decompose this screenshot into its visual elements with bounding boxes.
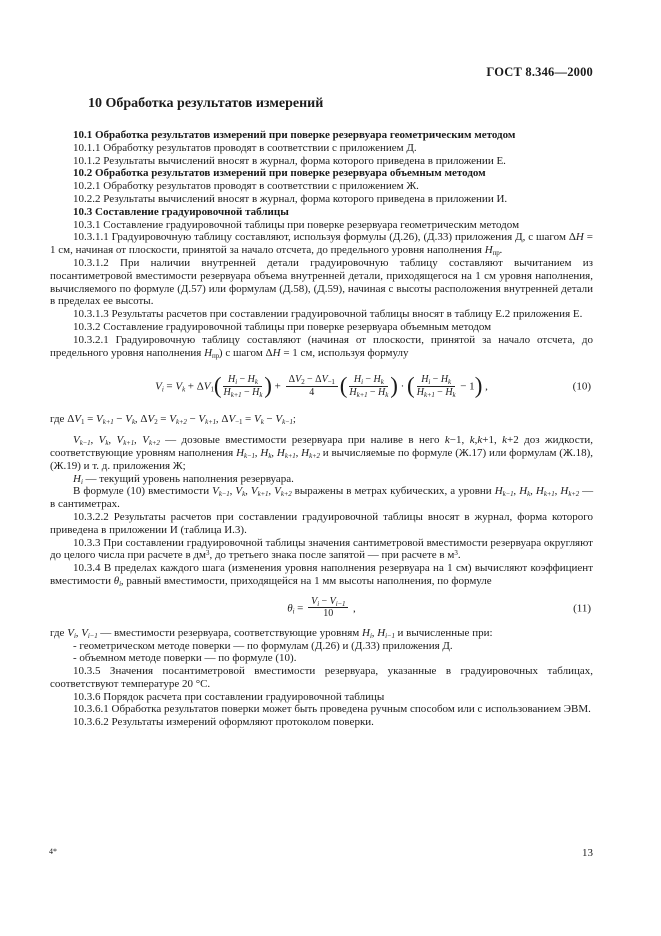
subscript: k+2 xyxy=(175,418,187,427)
document-code: ГОСТ 8.346—2000 xyxy=(486,65,593,79)
math-variable: k xyxy=(469,434,475,447)
subscript: k xyxy=(385,390,389,399)
math-variable: V xyxy=(253,413,261,426)
equation-number: (10) xyxy=(572,380,591,393)
fraction-denominator: 10 xyxy=(323,608,334,620)
subscript: 2 xyxy=(301,378,305,387)
math-variable: V xyxy=(81,626,88,639)
fraction-denominator: 4 xyxy=(309,386,315,398)
paragraph: 10.1 Обработка результатов измерений при поверке резервуара геометрическим методом xyxy=(73,129,516,141)
math-variable: H xyxy=(260,446,269,459)
paragraph: 10.3.1 Составление градуировочной таблицы при поверке резервуара геометрическим методом xyxy=(73,218,520,231)
math-variable: H xyxy=(247,374,255,386)
subscript: k−1 xyxy=(502,490,514,499)
subscript: i xyxy=(292,607,295,616)
math-variable: V xyxy=(175,380,183,393)
math-variable: H xyxy=(535,485,544,498)
subscript: i xyxy=(161,385,164,394)
paragraph: 10.3.6.2 Результаты измерений оформляют протоколом поверки. xyxy=(73,716,374,729)
fraction-denominator: $H_{k+1} - H_k$ xyxy=(416,386,456,399)
math-variable: V xyxy=(116,434,124,447)
math-variable: H xyxy=(73,472,81,485)
subscript: k−1 xyxy=(218,490,230,499)
paragraph: 10.3.1.1 Градуировочную таблицу составляют, используя формулы (Д.26), (Д.33) приложения Д, с шагом ΔH = 1 см, начиная от плоскости, принятой за начало отсчета, до предельного уровня наполнения $H_{пр}$. xyxy=(50,231,593,258)
equation-body: $\theta_i$ = $\frac{V_i - V_{i-1}}{10}$ , xyxy=(287,595,356,620)
subscript: k xyxy=(131,418,135,427)
fraction-numerator: $H_i - H_k$ xyxy=(417,374,456,387)
fraction xyxy=(286,374,338,398)
math-variable: V xyxy=(155,380,162,393)
paragraph: - геометрическом методе поверки — по формулам (Д.26) и (Д.33) приложения Д. xyxy=(73,639,453,652)
math-variable: V xyxy=(96,413,103,426)
paragraph: 10.2.1 Обработку результатов проводят в соответствии с приложением Ж. xyxy=(73,180,419,193)
fraction-numerator: $H_i - H_k$ xyxy=(349,374,388,387)
fraction xyxy=(223,374,262,398)
math-variable: H xyxy=(223,386,231,398)
subscript: k+1 xyxy=(230,390,242,399)
math-variable: H xyxy=(519,485,528,498)
subscript: i xyxy=(361,378,363,387)
paragraph: 10.3.3 При составлении градуировочной таблицы значения сантиметровой вместимости резервуара округляют до целого числа при расчете в $дм^3$, до третьего знака после запятой — при расчете в $м^3$. xyxy=(50,536,593,562)
subscript: пр xyxy=(212,351,219,360)
paragraph: 10.3.2.2 Результаты расчетов при составлении градуировочной таблицы вносят в журнал, форма которого приведена в приложении И (таблица И.3). xyxy=(50,510,593,536)
fraction xyxy=(417,374,456,398)
math-variable: V xyxy=(142,434,149,447)
subscript: 2 xyxy=(154,418,158,427)
math-variable: V xyxy=(98,434,106,447)
paragraph: где $V_i$, $V_{i-1}$ — вместимости резервуара, соответствующие уровням $H_i$, $H_{i-1}$ и вычисленные при: xyxy=(50,626,493,640)
subscript: k xyxy=(452,390,456,399)
page-number: 13 xyxy=(582,847,593,859)
fraction-numerator: $V_i - V_{i-1}$ xyxy=(308,596,348,609)
subscript: k+2 xyxy=(309,451,320,460)
math-variable: V xyxy=(228,413,236,426)
equation xyxy=(50,597,593,621)
subscript: i xyxy=(235,378,237,387)
page-footer xyxy=(49,847,593,859)
math-variable: H xyxy=(484,244,493,257)
superscript: 3 xyxy=(454,549,458,558)
math-variable: H xyxy=(252,386,260,398)
paragraph: 10.3.2.1 Градуировочную таблицу составляют (начиная от плоскости, принятой за начало отсчета, до предельного уровня наполнения $H_{пр}$) с шагом ΔH = 1 см, используя формулу xyxy=(50,333,593,360)
math-variable: V xyxy=(212,485,219,498)
subscript: −1 xyxy=(327,378,335,387)
subscript: i−1 xyxy=(335,599,346,608)
subscript: k+1 xyxy=(284,451,296,460)
math-variable: V xyxy=(329,595,336,607)
math-variable: θ xyxy=(113,574,120,587)
paragraph: 10.2 Обработка результатов измерений при поверке резервуара объемным методом xyxy=(73,167,486,180)
subscript: k xyxy=(182,385,185,394)
subscript: k−1 xyxy=(244,451,255,460)
paragraph: 10.3.5 Значения посантиметровой вместимости резервуара, указанные в градуировочных таблицах, соответствуют температуре 20 °С. xyxy=(50,665,593,690)
subscript: k xyxy=(260,418,264,427)
math-variable: V xyxy=(250,485,258,498)
paragraph: 10.3 Составление градуировочной таблицы xyxy=(73,205,289,218)
subscript: k xyxy=(380,378,384,387)
math-variable: H xyxy=(272,346,281,359)
subscript: k xyxy=(254,378,258,387)
subscript: k+1 xyxy=(257,490,269,499)
subscript: i xyxy=(428,378,431,387)
subscript: k−1 xyxy=(79,439,91,448)
math-variable: H xyxy=(416,386,424,398)
math-variable: V xyxy=(169,413,176,426)
math-variable: H xyxy=(353,374,362,386)
paragraph: 10.2.2 Результаты вычислений вносят в журнал, форма которого приведена в приложении И. xyxy=(73,192,508,205)
equation-body: $V_i = V_k + \Delta V_1$( $\frac{H_i - H_k}{H_{k+1} - H_k}$ ) + $\frac{\Delta V_2 - \Delta V_{-1}}{4}$ ( $\frac{H_i - H_k}{H_{k+1} - H_k}$ ) · ( $\frac{H_i - H_k}{H_{k+1} - H_k}$ − 1) , xyxy=(155,373,488,399)
math-variable: H xyxy=(494,485,503,498)
math-variable: k xyxy=(477,434,483,447)
subscript: i xyxy=(119,579,121,588)
print-signature-mark: 4* xyxy=(49,847,57,856)
subscript: k+2 xyxy=(280,490,292,499)
subscript: k+1 xyxy=(356,390,368,399)
paragraph: 10.1.2 Результаты вычислений вносят в журнал, форма которого приведена в приложении Е. xyxy=(73,154,506,167)
math-variable: V xyxy=(275,413,283,426)
math-variable: k xyxy=(502,434,508,447)
big-paren: ) xyxy=(474,373,483,399)
big-paren: ) xyxy=(390,373,398,399)
math-variable: V xyxy=(125,413,132,426)
math-variable: H xyxy=(440,374,449,386)
paragraphs-container xyxy=(50,129,593,729)
big-paren: ( xyxy=(213,373,222,399)
section-heading: 10 Обработка результатов измерений xyxy=(88,96,324,111)
math-variable: H xyxy=(227,374,236,386)
math-variable: H xyxy=(373,374,381,386)
subscript: i xyxy=(317,599,319,608)
paragraph: 10.3.2 Составление градуировочной таблицы при поверке резервуара объемным методом xyxy=(73,320,492,333)
equation-number: (11) xyxy=(573,602,591,615)
math-variable: V xyxy=(321,374,328,386)
paragraph: 10.3.6 Порядок расчета при составлении градуировочной таблицы xyxy=(73,690,385,703)
paragraph: $H_i$ — текущий уровень наполнения резервуара. xyxy=(73,472,294,486)
subscript: k+1 xyxy=(423,390,435,399)
subscript: 1 xyxy=(81,418,85,427)
subscript: i−1 xyxy=(385,631,395,640)
subscript: k+1 xyxy=(123,439,134,448)
math-variable: V xyxy=(73,434,80,447)
paragraph: $V_{k-1}$, $V_k$, $V_{k+1}$, $V_{k+2}$ — дозовые вместимости резервуара при наливе в него k−1, k,k+1, k+2 доз жидкости, соответствующие уровням наполнения $H_{k-1}$, $H_k$, $H_{k+1}$, $H_{k+2}$ и вычисляемые по формуле (Ж.17) или формулам (Ж.18), (Ж.19) и т. д. приложения Ж; xyxy=(50,434,594,472)
math-variable: H xyxy=(445,386,453,398)
math-variable: H xyxy=(204,346,213,359)
paragraph: 10.3.4 В пределах каждого шага (изменения уровня наполнения резервуара на 1 см) вычисляют коэффициент вместимости $\theta_i$, равный вместимости, приходящейся на 1 мм высоты наполнения, по формуле xyxy=(50,562,593,588)
subscript: i−1 xyxy=(87,631,98,640)
math-variable: θ xyxy=(287,602,293,615)
subscript: k+1 xyxy=(205,418,216,427)
math-variable: H xyxy=(236,446,245,459)
paragraph: 10.3.6.1 Обработка результатов поверки может быть проведена ручным способом или с использованием ЭВМ. xyxy=(73,703,591,716)
math-variable: k xyxy=(444,434,450,447)
math-variable: V xyxy=(235,485,243,498)
math-variable: V xyxy=(147,413,155,426)
math-variable: H xyxy=(362,626,370,639)
paragraph: где $\Delta V_1 = V_{k+1} - V_k$, $\Delta V_2 = V_{k+2} - V_{k+1}$, $\Delta V_{-1} = V_k - V_{k-1}$; xyxy=(50,413,296,427)
document-body xyxy=(50,96,593,729)
big-paren: ) xyxy=(264,373,272,399)
math-variable: V xyxy=(311,595,318,607)
math-variable: H xyxy=(575,231,584,244)
subscript: k xyxy=(259,390,263,399)
math-variable: H xyxy=(378,386,386,398)
subscript: пр xyxy=(492,249,500,258)
math-variable: H xyxy=(276,446,285,459)
subscript: k−1 xyxy=(282,418,293,427)
math-variable: V xyxy=(74,413,82,426)
big-paren: ( xyxy=(339,373,348,399)
subscript: k xyxy=(105,439,109,448)
math-variable: H xyxy=(560,485,569,498)
subscript: k+2 xyxy=(568,490,580,499)
subscript: k xyxy=(242,490,246,499)
fraction xyxy=(308,596,348,620)
math-variable: H xyxy=(421,374,429,386)
subscript: k xyxy=(448,378,451,387)
subscript: i xyxy=(80,477,83,486)
paragraph: 10.1.1 Обработку результатов проводят в соответствии с приложением Д. xyxy=(73,141,417,154)
math-variable: V xyxy=(295,374,302,386)
superscript: 3 xyxy=(205,549,210,558)
big-paren: ( xyxy=(407,373,415,399)
paragraph: В формуле (10) вместимости $V_{k-1}$, $V_k$, $V_{k+1}$, $V_{k+2}$ выражены в метрах кубических, а уровни $H_{k-1}$, $H_k$, $H_{k+1}$, $H_{k+2}$ — в сантиметрах. xyxy=(50,485,594,511)
subscript: k+1 xyxy=(543,490,555,499)
math-variable: V xyxy=(67,626,74,639)
paragraph: - объемном методе поверки — по формуле (10). xyxy=(73,652,297,665)
fraction-numerator: $H_i - H_k$ xyxy=(223,374,262,387)
fraction-denominator: $H_{k+1} - H_k$ xyxy=(223,386,263,399)
equation xyxy=(50,375,593,399)
subscript: i xyxy=(369,631,372,640)
math-variable: H xyxy=(301,446,310,459)
math-variable: H xyxy=(377,626,386,639)
subscript: k xyxy=(527,490,531,499)
subscript: 1 xyxy=(210,385,214,394)
fraction xyxy=(349,374,388,398)
math-variable: V xyxy=(198,413,206,426)
math-variable: V xyxy=(203,380,211,393)
subscript: k xyxy=(268,451,272,460)
subscript: −1 xyxy=(235,418,243,427)
subscript: k+2 xyxy=(148,439,160,448)
subscript: i xyxy=(73,631,76,640)
paragraph: 10.3.1.3 Результаты расчетов при составлении градуировочной таблицы вносят в таблицу Е.2 приложения Е. xyxy=(73,308,583,321)
math-variable: V xyxy=(274,485,281,498)
fraction-denominator: $H_{k+1} - H_k$ xyxy=(349,386,389,399)
math-variable: H xyxy=(349,386,357,398)
subscript: k+1 xyxy=(102,418,114,427)
paragraph: 10.3.1.2 При наличии внутренней детали градуировочную таблицу составляют вычитанием из посантиметровой вместимости резервуара объема внутренней детали, приходящегося на 1 см уровня наполнения, вычисляемого по формуле (Д.57) или формулам (Д.58), (Д.59), начиная с высоты расположения внутренней детали в пределах ее высоты. xyxy=(50,256,593,308)
fraction-numerator: $\Delta V_2 - \Delta V_{-1}$ xyxy=(286,374,338,387)
